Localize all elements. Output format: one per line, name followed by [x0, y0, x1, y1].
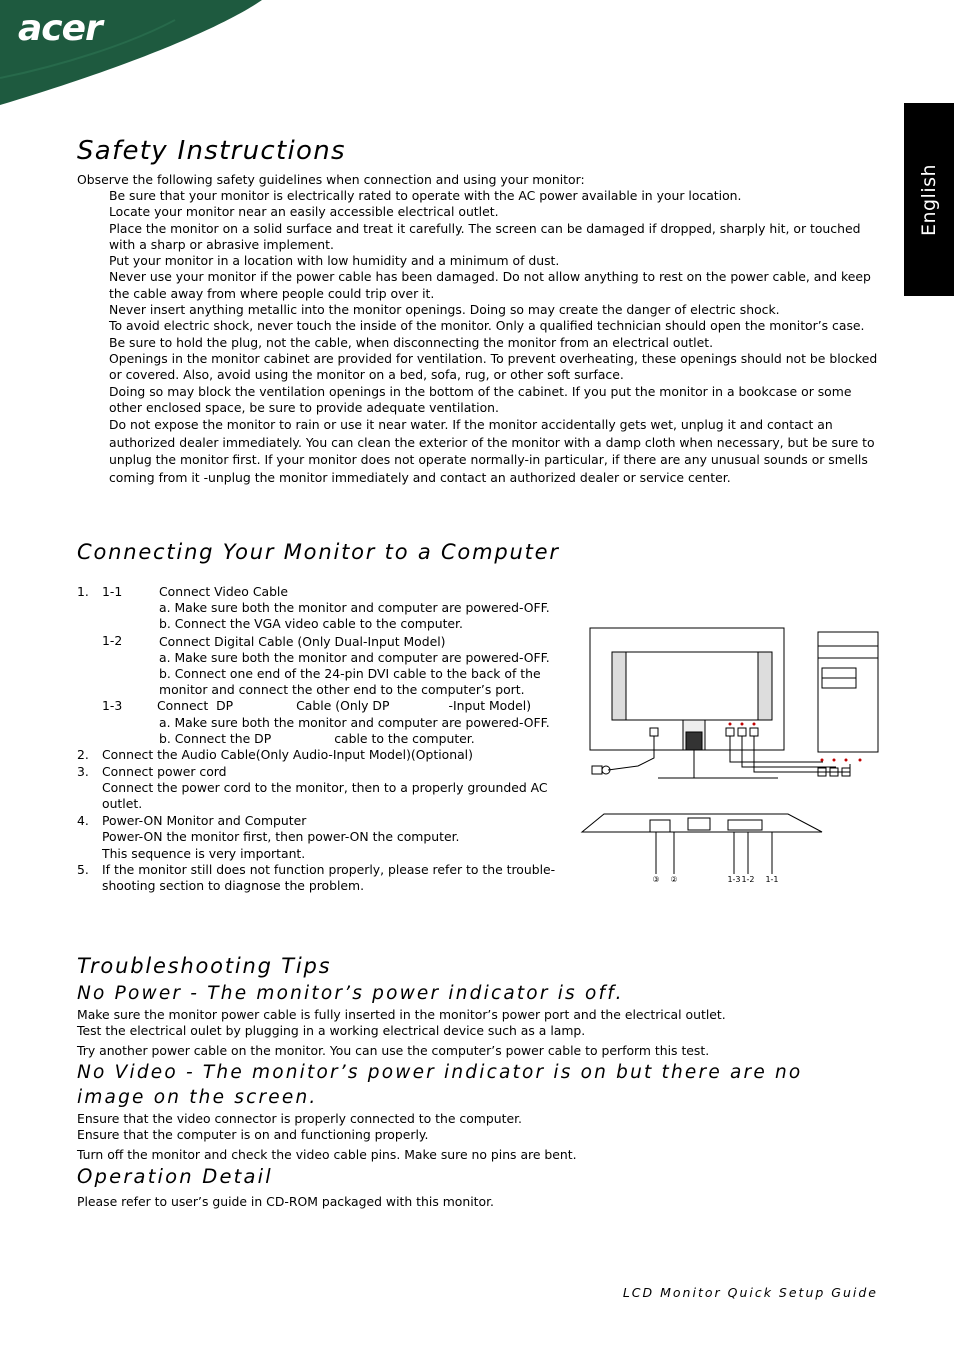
language-tab [904, 103, 954, 296]
step-text: b. Connect the DP cable to the computer. [159, 731, 475, 746]
no-power-line: Test the electrical oulet by plugging in a working electrical device such as a lamp. [77, 1023, 586, 1038]
no-video-line: Ensure that the computer is on and functioning properly. [77, 1127, 429, 1142]
safety-item: To avoid electric shock, never touch the inside of the monitor. Only a qualified technician should open the monitor’s case. [109, 318, 865, 334]
safety-list [109, 188, 882, 486]
connecting-title: Connecting Your Monitor to a Computer [77, 540, 560, 564]
safety-item: Be sure to hold the plug, not the cable, when disconnecting the monitor from an electrical outlet. [109, 334, 714, 350]
step-sub: 1-2 [102, 633, 123, 648]
diagram-label: 1-2 [741, 875, 755, 884]
language-tab-label: English [918, 163, 940, 236]
step-text: Power-ON Monitor and Computer [102, 813, 307, 828]
safety-item: Put your monitor in a location with low humidity and a minimum of dust. [109, 253, 560, 269]
diagram-label: ② [670, 875, 678, 884]
step-text: a. Make sure both the monitor and computer are powered-OFF. [159, 600, 550, 615]
no-video-line: Ensure that the video connector is properly connected to the computer. [77, 1111, 522, 1126]
step-number: 5. [77, 862, 89, 877]
operation-title: Operation Detail [77, 1165, 273, 1188]
connection-diagram [578, 622, 888, 890]
safety-item: Openings in the monitor cabinet are provided for ventilation. To prevent overheating, these openings should not be blocked or covered. Also, avoid using the monitor on a bed, sofa, rug, or other soft surface. [109, 350, 878, 383]
step-text: outlet. [102, 796, 143, 811]
diagram-label: 1-1 [765, 875, 779, 884]
step-text: a. Make sure both the monitor and computer are powered-OFF. [159, 650, 550, 665]
step-text: Connect the power cord to the monitor, then to a properly grounded AC [102, 780, 548, 795]
step-sub: 1-3 [102, 698, 123, 713]
step-text: b. Connect the VGA video cable to the computer. [159, 616, 463, 631]
no-power-line: Try another power cable on the monitor. You can use the computer’s power cable to perform this test. [77, 1043, 710, 1058]
step-number: 1. [77, 584, 89, 599]
no-power-title: No Power - The monitor’s power indicator is off. [77, 983, 624, 1004]
step-number: 2. [77, 747, 89, 762]
no-power-line: Make sure the monitor power cable is fully inserted in the monitor’s power port and the electrical outlet. [77, 1007, 726, 1022]
acer-logo: acer [18, 8, 102, 49]
step-text: Connect Video Cable [159, 584, 289, 599]
step-text: Power-ON the monitor first, then power-ON the computer. [102, 829, 460, 844]
safety-item: Never insert anything metallic into the monitor openings. Doing so may create the danger of electric shock. [109, 302, 780, 318]
step-text: a. Make sure both the monitor and computer are powered-OFF. [159, 715, 550, 730]
step-text: Connect DP Cable (Only DP -Input Model) [157, 698, 532, 713]
step-text: shooting section to diagnose the problem. [102, 878, 365, 893]
step-text: Connect Digital Cable (Only Dual-Input Model) [159, 634, 446, 649]
safety-item: Place the monitor on a solid surface and treat it carefully. The screen can be damaged if dropped, sharply hit, or touched with a sharp or abrasive implement. [109, 220, 861, 252]
step-text: This sequence is very important. [102, 846, 306, 861]
step-number: 3. [77, 764, 89, 779]
no-video-line: Turn off the monitor and check the video cable pins. Make sure no pins are bent. [77, 1147, 577, 1162]
operation-line: Please refer to user’s guide in CD-ROM packaged with this monitor. [77, 1194, 494, 1209]
safety-item: Doing so may block the ventilation openings in the bottom of the cabinet. If you put the monitor in a bookcase or some other enclosed space, be sure to provide adequate ventilation. [109, 383, 852, 415]
safety-item: Never use your monitor if the power cable has been damaged. Do not allow anything to rest on the power cable, and keep the cable away from where people could trip over it. [109, 269, 871, 301]
safety-item: Be sure that your monitor is electrically rated to operate with the AC power available in your location. [109, 188, 742, 203]
no-video-title: No Video - The monitor’s power indicator is on but there are no image on the screen. [77, 1062, 803, 1108]
step-sub: 1-1 [102, 584, 123, 599]
troubleshooting-title: Troubleshooting Tips [77, 954, 332, 978]
step-text: Connect power cord [102, 764, 227, 779]
diagram-label: 1-3 [727, 875, 741, 884]
footer-guide-title: LCD Monitor Quick Setup Guide [622, 1285, 878, 1300]
safety-item: Locate your monitor near an easily accessible electrical outlet. [109, 204, 499, 220]
safety-title: Safety Instructions [77, 136, 346, 166]
safety-item: Do not expose the monitor to rain or use it near water. If the monitor accidentally gets wet, unplug it and contact an authorized dealer immediately. You can clean the exterior of the monitor with a damp cloth when necessary, but be sure to unplug the monitor first. If your monitor does not operate normally-in particular, if there are any unusual sounds or smells coming from it -unplug the monitor immediately and contact an authorized dealer or service center. [109, 417, 875, 485]
step-number: 4. [77, 813, 89, 828]
step-text: b. Connect one end of the 24-pin DVI cable to the back of the [159, 666, 541, 681]
step-text: monitor and connect the other end to the computer’s port. [159, 682, 525, 697]
diagram-label: ③ [652, 875, 660, 884]
safety-intro: Observe the following safety guidelines when connection and using your monitor: [77, 172, 585, 187]
step-text: Connect the Audio Cable(Only Audio-Input Model)(Optional) [102, 747, 473, 762]
step-text: If the monitor still does not function properly, please refer to the trouble- [102, 862, 556, 877]
